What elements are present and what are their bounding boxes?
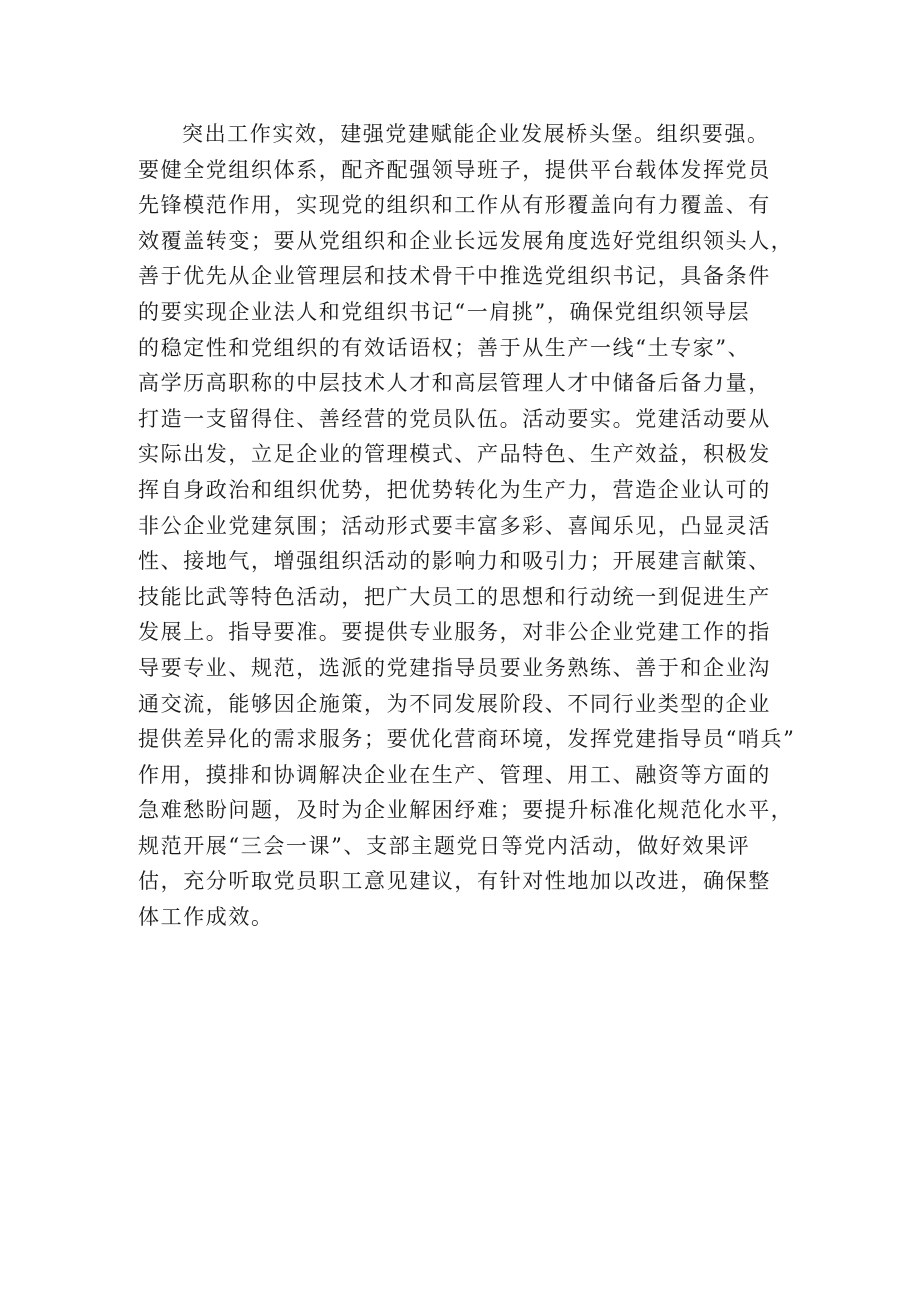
paragraph-line: 急难愁盼问题，及时为企业解困纾难；要提升标准化规范化水平， bbox=[138, 798, 794, 823]
paragraph-line: 性、接地气，增强组织活动的影响力和吸引力；开展建言献策、 bbox=[138, 549, 771, 574]
paragraph-line: 高学历高职称的中层技术人才和高层管理人才中储备后备力量， bbox=[138, 371, 771, 396]
paragraph-line: 估，充分听取党员职工意见建议，有针对性地加以改进，确保整 bbox=[138, 869, 771, 894]
paragraph-line: 技能比武等特色活动，把广大员工的思想和行动统一到促进生产 bbox=[138, 584, 771, 609]
paragraph-line: 挥自身政治和组织优势，把优势转化为生产力，营造企业认可的 bbox=[138, 477, 771, 502]
paragraph-line: 提供差异化的需求服务；要优化营商环境，发挥党建指导员“哨兵” bbox=[138, 727, 796, 752]
paragraph-line: 作用，摸排和协调解决企业在生产、管理、用工、融资等方面的 bbox=[138, 762, 771, 787]
paragraph-line: 实际出发，立足企业的管理模式、产品特色、生产效益，积极发 bbox=[138, 442, 771, 467]
body-paragraph bbox=[138, 117, 798, 936]
paragraph-line: 的要实现企业法人和党组织书记“一肩挑”，确保党组织领导层 bbox=[138, 299, 751, 324]
paragraph-line: 发展上。指导要准。要提供专业服务，对非公企业党建工作的指 bbox=[138, 620, 771, 645]
paragraph-line: 非公企业党建氛围；活动形式要丰富多彩、喜闻乐见，凸显灵活 bbox=[138, 513, 771, 538]
paragraph-line: 突出工作实效，建强党建赋能企业发展桥头堡。组织要强。 bbox=[182, 122, 770, 146]
paragraph-line: 要健全党组织体系，配齐配强领导班子，提供平台载体发挥党员 bbox=[138, 157, 771, 182]
paragraph-line: 体工作成效。 bbox=[138, 905, 274, 930]
paragraph-line: 先锋模范作用，实现党的组织和工作从有形覆盖向有力覆盖、有 bbox=[138, 193, 771, 218]
paragraph-line: 导要专业、规范，选派的党建指导员要业务熟练、善于和企业沟 bbox=[138, 655, 771, 680]
paragraph-line: 打造一支留得住、善经营的党员队伍。活动要实。党建活动要从 bbox=[138, 406, 771, 431]
paragraph-line: 通交流，能够因企施策，为不同发展阶段、不同行业类型的企业 bbox=[138, 691, 771, 716]
paragraph-line: 善于优先从企业管理层和技术骨干中推选党组织书记，具备条件 bbox=[138, 264, 771, 289]
paragraph-line: 的稳定性和党组织的有效话语权；善于从生产一线“土专家”、 bbox=[138, 335, 751, 360]
paragraph-line: 效覆盖转变；要从党组织和企业长远发展角度选好党组织领头人， bbox=[138, 228, 794, 253]
paragraph-line: 规范开展“三会一课”、支部主题党日等党内活动，做好效果评 bbox=[138, 833, 751, 858]
